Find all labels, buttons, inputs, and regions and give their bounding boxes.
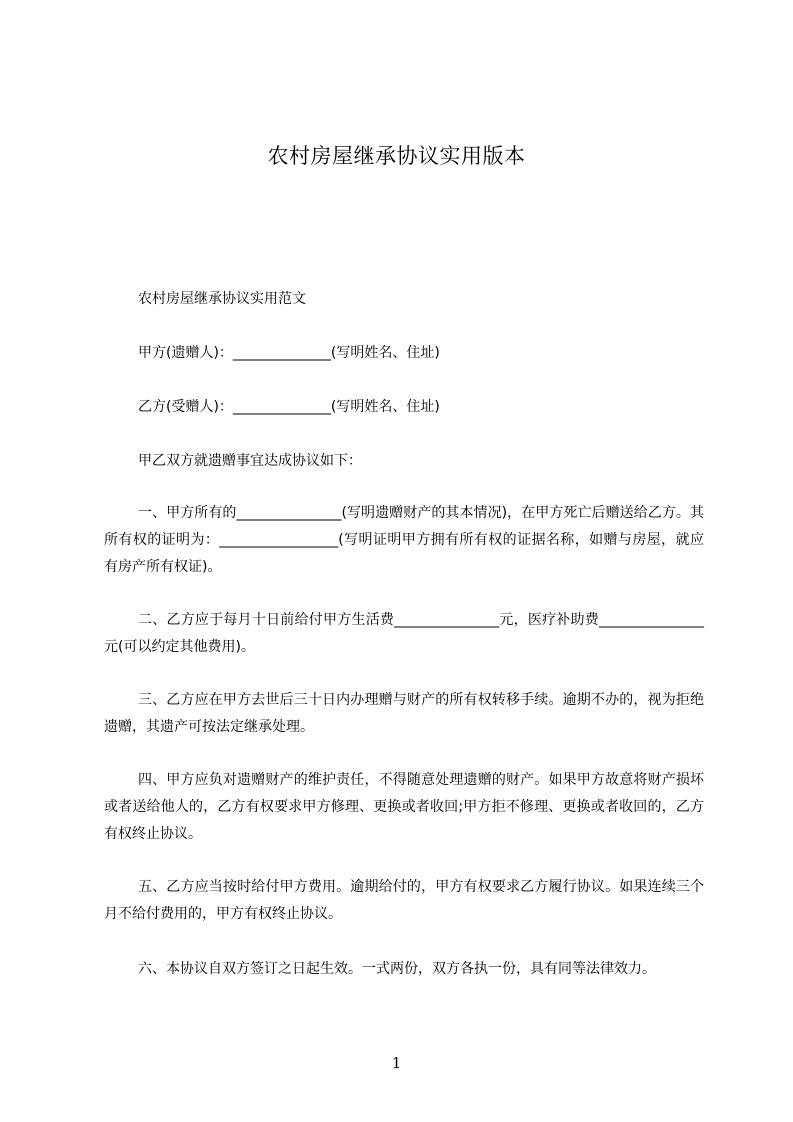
clause-3: 三、乙方应在甲方去世后三十日内办理赠与财产的所有权转移手续。逾期不办的，视为拒绝遗赠，其遗产可按法定继承处理。 <box>104 692 704 735</box>
party-a-line: 甲方(遗赠人)：______________(写明姓名、住址) <box>138 345 440 361</box>
clause-2: 二、乙方应于每月十日前给付甲方生活费_______________元，医疗补助费_______________元(可以约定其他费用)。 <box>104 612 704 655</box>
document-title: 农村房屋继承协议实用版本 <box>267 144 526 168</box>
preamble: 甲乙双方就遗赠事宜达成协议如下： <box>138 453 362 469</box>
clause-5: 五、乙方应当按时给付甲方费用。逾期给付的，甲方有权要求乙方履行协议。如果连续三个月不给付费用的，甲方有权终止协议。 <box>104 879 704 922</box>
clause-6: 六、本协议自双方签订之日起生效。一式两份，双方各执一份，具有同等法律效力。 <box>138 961 656 977</box>
document-subtitle: 农村房屋继承协议实用范文 <box>138 291 306 307</box>
party-b-line: 乙方(受赠人)：______________(写明姓名、住址) <box>138 399 440 415</box>
page-number: 1 <box>391 1054 402 1072</box>
clause-1: 一、甲方所有的_______________(写明遗赠财产的其本情况)，在甲方死亡后赠送给乙方。其所有权的证明为：_________________(写明证明甲方拥有所有权的证据名称，如赠与房屋，就应有房产所有权证)。 <box>104 505 704 575</box>
clause-4: 四、甲方应负对遗赠财产的维护责任，不得随意处理遗赠的财产。如果甲方故意将财产损坏或者送给他人的，乙方有权要求甲方修理、更换或者收回;甲方拒不修理、更换或者收回的，乙方有权终止协议。 <box>104 772 704 842</box>
